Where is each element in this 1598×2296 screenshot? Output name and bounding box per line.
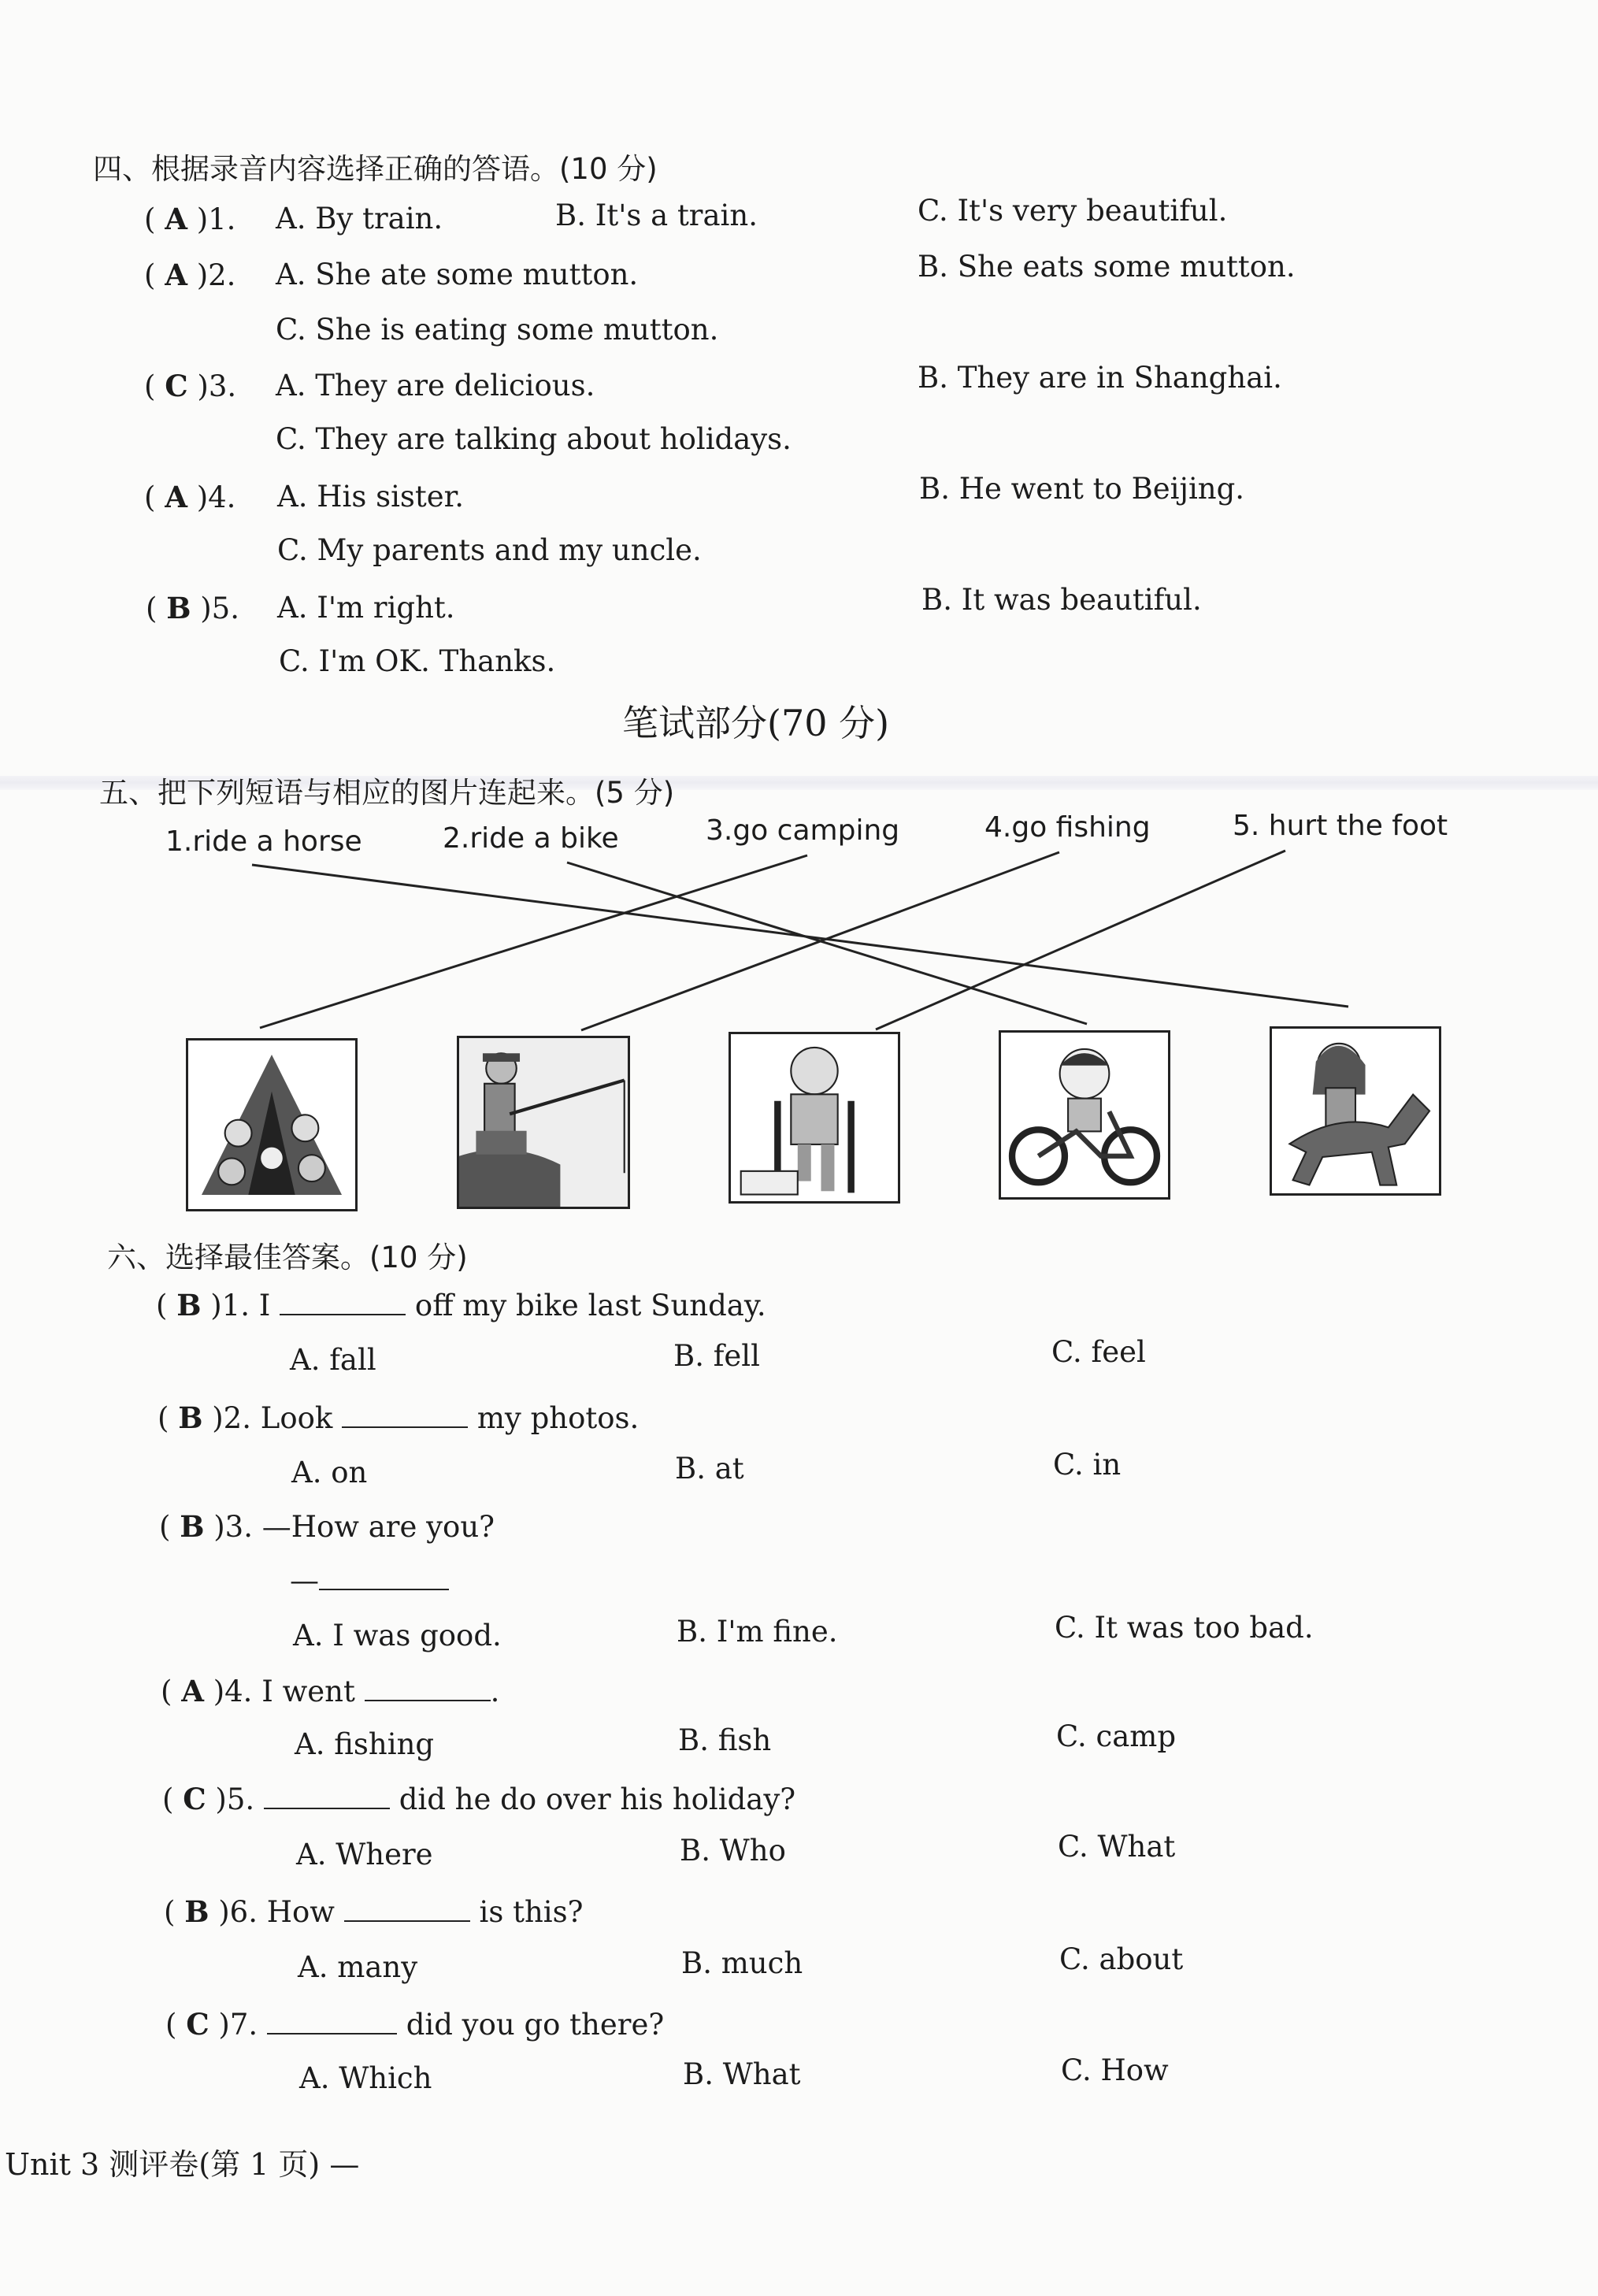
q6-2-blank[interactable] — [342, 1403, 468, 1428]
page-footer: Unit 3 测评卷(第 1 页) — — [5, 2147, 360, 2182]
matching-lines — [0, 0, 1598, 1040]
q6-2-option-c: C. in — [1053, 1448, 1122, 1482]
q6-7-option-b: B. What — [683, 2057, 801, 2091]
q4-4-option-a: A. His sister. — [277, 480, 465, 514]
q6-5-blank[interactable] — [264, 1784, 390, 1809]
match-line-bike — [567, 862, 1087, 1024]
horse-picture — [1270, 1026, 1441, 1196]
section5-title: 五、把下列短语与相应的图片连起来。(5 分) — [99, 776, 675, 810]
fishing-picture — [457, 1036, 630, 1209]
phrase-go-camping: 3.go camping — [706, 814, 900, 847]
q4-5-answer: ( B )5. — [146, 591, 239, 625]
q6-6-option-b: B. much — [681, 1946, 803, 1980]
q6-1-option-b: B. fell — [673, 1339, 760, 1373]
q4-2-option-c: C. She is eating some mutton. — [276, 313, 719, 347]
q6-4-stem: ( A )4. I went . — [161, 1674, 500, 1708]
q4-3-option-a: A. They are delicious. — [276, 369, 595, 402]
q4-5-option-c: C. I'm OK. Thanks. — [279, 644, 556, 678]
q4-1-option-c: C. It's very beautiful. — [918, 194, 1228, 228]
q6-5-option-b: B. Who — [680, 1834, 786, 1868]
q6-4-option-b: B. fish — [678, 1723, 772, 1757]
q6-5-stem: ( C )5. did he do over his holiday? — [162, 1782, 796, 1816]
q4-2-option-b: B. She eats some mutton. — [918, 250, 1296, 284]
q6-2-option-b: B. at — [675, 1452, 744, 1486]
section6-title: 六、选择最佳答案。(10 分) — [107, 1241, 468, 1274]
q4-5-option-b: B. It was beautiful. — [921, 583, 1202, 617]
q4-2-answer: ( A )2. — [144, 258, 236, 292]
q6-4-blank[interactable] — [365, 1676, 491, 1701]
section4-title: 四、根据录音内容选择正确的答语。(10 分) — [93, 152, 658, 186]
q6-7-option-a: A. Which — [299, 2061, 432, 2095]
phrase-go-fishing: 4.go fishing — [984, 811, 1151, 844]
match-line-hurt-foot — [876, 851, 1285, 1029]
q4-3-option-c: C. They are talking about holidays. — [276, 422, 792, 456]
q6-1-option-c: C. feel — [1051, 1335, 1146, 1369]
q6-6-option-a: A. many — [298, 1950, 418, 1984]
q6-6-blank[interactable] — [344, 1897, 470, 1922]
q4-2-option-a: A. She ate some mutton. — [276, 258, 639, 291]
q4-5-option-a: A. I'm right. — [277, 591, 455, 625]
q6-3-option-b: B. I'm fine. — [677, 1615, 838, 1649]
q4-1-answer: ( A )1. — [144, 202, 236, 236]
q6-3-option-c: C. It was too bad. — [1055, 1611, 1314, 1645]
phrase-ride-a-horse: 1.ride a horse — [165, 825, 362, 858]
q6-5-option-a: A. Where — [296, 1838, 433, 1871]
q6-7-blank[interactable] — [267, 2009, 397, 2035]
q6-6-option-c: C. about — [1059, 1942, 1184, 1976]
q4-1-option-b: B. It's a train. — [555, 198, 758, 232]
q6-3-blank[interactable] — [319, 1565, 449, 1590]
q6-7-stem: ( C )7. did you go there? — [165, 2007, 665, 2042]
q4-3-option-b: B. They are in Shanghai. — [918, 361, 1282, 395]
q6-3-reply: — — [290, 1563, 449, 1597]
q6-4-option-c: C. camp — [1056, 1719, 1177, 1753]
q4-1-option-a: A. By train. — [276, 202, 443, 236]
q4-4-option-c: C. My parents and my uncle. — [277, 533, 702, 567]
q6-3-option-a: A. I was good. — [293, 1619, 502, 1652]
q6-4-option-a: A. fishing — [295, 1727, 435, 1761]
q4-4-option-b: B. He went to Beijing. — [919, 472, 1245, 506]
q6-5-option-c: C. What — [1058, 1830, 1176, 1864]
q6-1-stem: ( B )1. I off my bike last Sunday. — [156, 1288, 766, 1322]
bike-picture — [999, 1030, 1170, 1200]
q4-4-answer: ( A )4. — [144, 480, 236, 514]
hurt-foot-picture — [729, 1032, 900, 1204]
q6-2-stem: ( B )2. Look my photos. — [158, 1400, 640, 1435]
q4-3-answer: ( C )3. — [144, 369, 237, 403]
match-line-camping — [260, 855, 807, 1028]
q6-1-blank[interactable] — [280, 1290, 406, 1315]
phrase-hurt-the-foot: 5. hurt the foot — [1233, 810, 1448, 842]
q6-6-stem: ( B )6. How is this? — [164, 1894, 584, 1929]
q6-2-option-a: A. on — [291, 1456, 368, 1489]
camping-picture — [186, 1038, 358, 1211]
written-part-title: 笔试部分(70 分) — [622, 702, 890, 744]
q6-3-stem: ( B )3. —How are you? — [159, 1509, 495, 1544]
q6-7-option-c: C. How — [1061, 2053, 1169, 2087]
phrase-ride-a-bike: 2.ride a bike — [443, 822, 619, 855]
q6-1-option-a: A. fall — [290, 1343, 376, 1377]
match-line-fishing — [581, 852, 1059, 1030]
